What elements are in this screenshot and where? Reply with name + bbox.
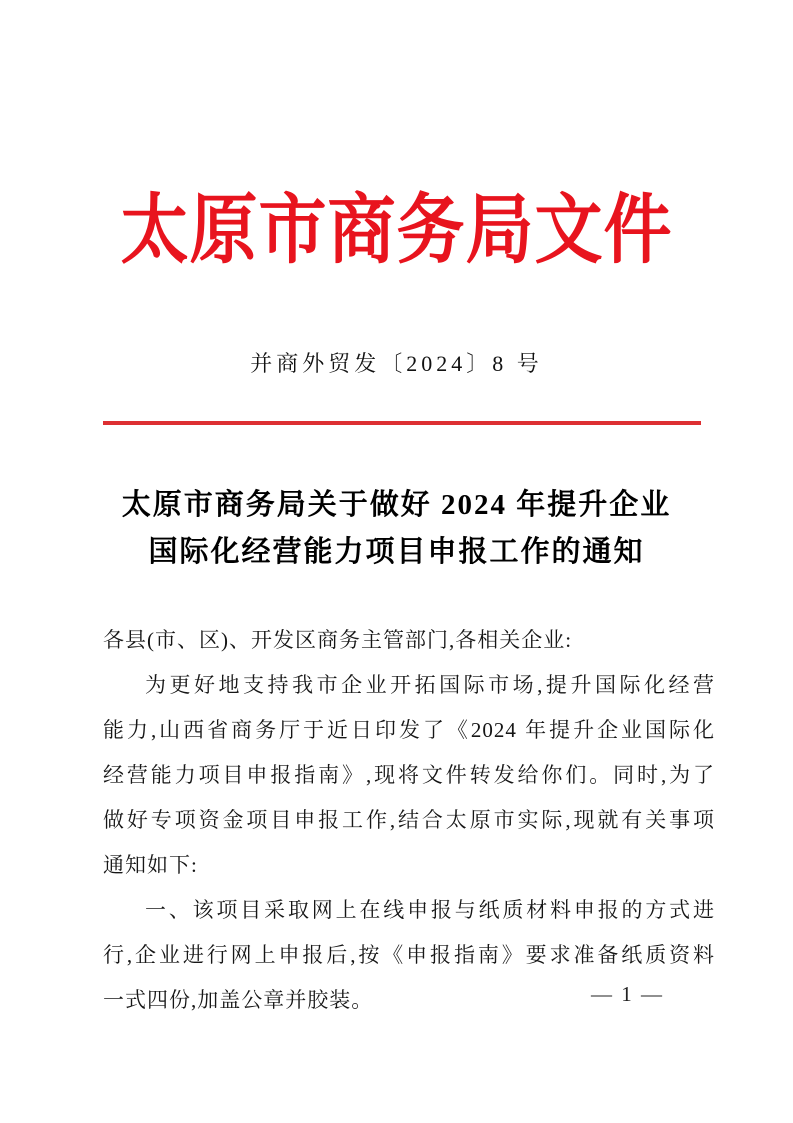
- body-line: 一式四份,加盖公章并胶装。: [103, 988, 374, 1012]
- red-separator-line: [103, 421, 701, 425]
- body-line: 能力,山西省商务厅于近日印发了《2024 年提升企业国际化: [103, 718, 715, 742]
- salutation-line: 各县(市、区)、开发区商务主管部门,各相关企业:: [103, 628, 573, 652]
- notice-title-line-1: 太原市商务局关于做好 2024 年提升企业: [121, 489, 672, 521]
- body-line: 经营能力项目申报指南》,现将文件转发给你们。同时,为了: [103, 763, 715, 787]
- body-line: 行,企业进行网上申报后,按《申报指南》要求准备纸质资料: [103, 943, 715, 967]
- page-number: — 1 —: [591, 982, 664, 1006]
- notice-title: [0, 482, 793, 576]
- notice-body: [103, 618, 715, 1023]
- body-line-item-1: 一、该项目采取网上在线申报与纸质材料申报的方式进: [145, 898, 715, 922]
- notice-title-line-2: 国际化经营能力项目申报工作的通知: [148, 536, 645, 568]
- document-header-title: 太原市商务局文件: [120, 187, 673, 273]
- document-number: 并商外贸发〔2024〕8 号: [250, 351, 543, 376]
- body-line: 通知如下:: [103, 853, 198, 877]
- body-line: 做好专项资金项目申报工作,结合太原市实际,现就有关事项: [103, 808, 715, 832]
- body-line: 为更好地支持我市企业开拓国际市场,提升国际化经营: [145, 673, 715, 697]
